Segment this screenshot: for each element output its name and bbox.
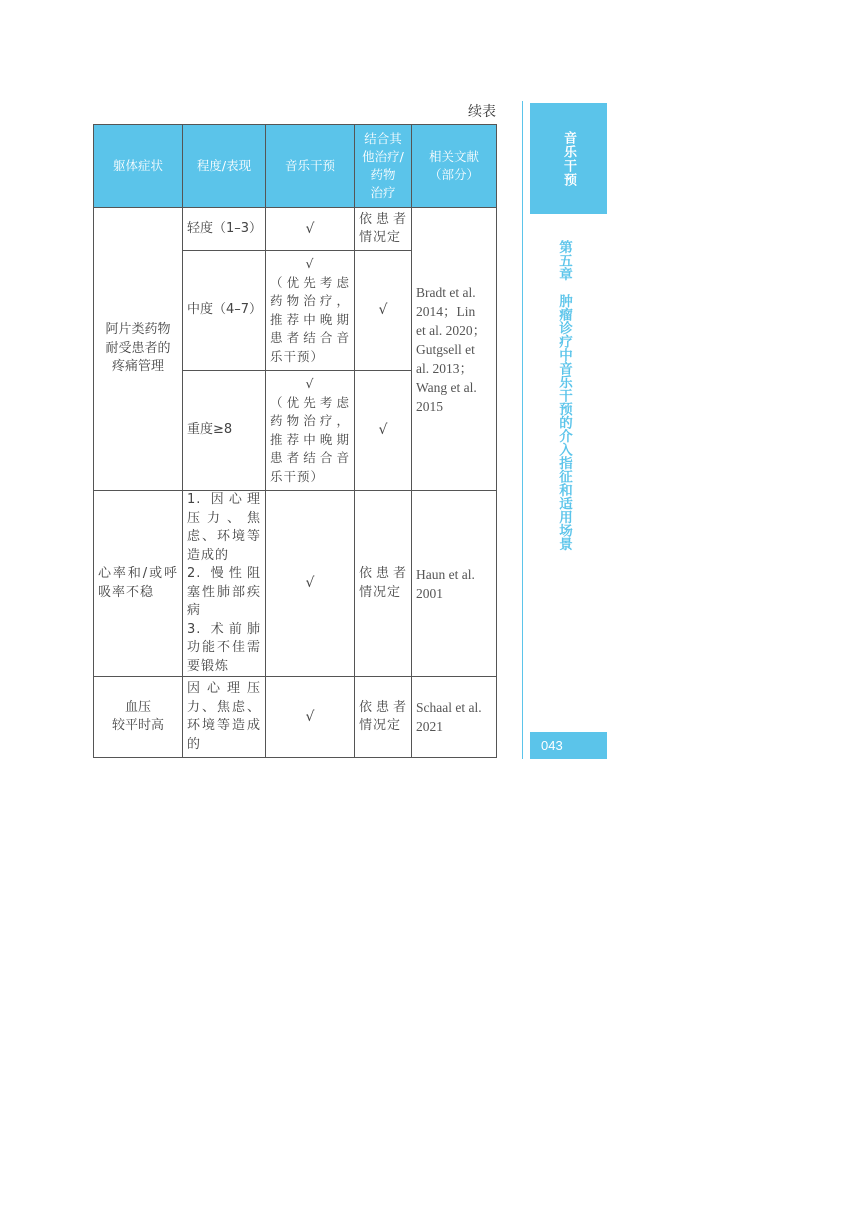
symptom-line: 血压	[124, 699, 151, 715]
header-music: 音乐干预	[266, 125, 355, 208]
level-line: 2. 慢性阻塞性肺部疾病	[187, 566, 261, 618]
level-cell: 因心理压力、焦虑、环境等造成的	[183, 677, 266, 758]
ref-cell: Haun et al. 2001	[412, 491, 497, 677]
ref-line: Wang et al.	[416, 379, 477, 395]
header-combo-line: 他治疗/	[362, 149, 404, 164]
ref-line: et al. 2020；	[416, 322, 487, 338]
combo-cell: 依患者情况定	[355, 491, 412, 677]
table-row	[94, 208, 497, 251]
margin-divider	[522, 101, 523, 759]
header-refs-line: 相关文献	[428, 149, 479, 164]
header-combo	[355, 125, 412, 208]
ref-cell: Schaal et al. 2021	[412, 677, 497, 758]
music-check: √	[266, 208, 355, 251]
music-check: √	[266, 677, 355, 758]
table-row	[94, 491, 497, 677]
level-line: 1. 因心理压力、焦虑、环境等造成的	[187, 492, 261, 563]
ref-line: al. 2013；	[416, 360, 473, 376]
level-severe: 重度≥8	[183, 371, 266, 491]
music-note: （优先考虑药物治疗，推荐中晚期患者结合音乐干预）	[270, 394, 350, 484]
table-row	[94, 677, 497, 758]
ref-line: Gutgsell et	[416, 341, 475, 357]
section-tab-label: 音乐干预	[561, 130, 576, 187]
level-mild: 轻度（1–3）	[183, 208, 266, 251]
chapter-title: 第五章 肿瘤诊疗中音乐干预的介入指征和适用场景	[556, 240, 572, 551]
header-refs-line: （部分）	[428, 167, 479, 182]
continued-label: 续表	[468, 104, 496, 120]
page-number: 043	[530, 732, 607, 759]
symptom-line: 耐受患者的	[105, 340, 171, 356]
symptom-blood-pressure	[94, 677, 183, 758]
symptom-line: 较平时高	[111, 718, 164, 733]
header-combo-line: 药物	[370, 167, 396, 182]
combo-cell: 依患者情况定	[355, 208, 412, 251]
symptom-opioid-pain	[94, 208, 183, 491]
header-refs	[412, 125, 497, 208]
header-combo-line: 结合其	[364, 131, 402, 146]
header-combo-line: 治疗	[370, 185, 396, 200]
header-level: 程度/表现	[183, 125, 266, 208]
combo-cell: 依患者情况定	[355, 677, 412, 758]
section-tab	[530, 103, 607, 214]
music-cell	[266, 251, 355, 371]
symptom-heart-breath: 心率和/或呼吸率不稳	[94, 491, 183, 677]
table-header-row	[94, 125, 497, 208]
level-cell	[183, 491, 266, 677]
symptom-line: 阿片类药物	[105, 322, 171, 338]
music-note: （优先考虑药物治疗，推荐中晚期患者结合音乐干预）	[270, 274, 350, 364]
level-line: 3. 术前肺功能不佳需要锻炼	[187, 621, 261, 674]
refs-cell	[412, 208, 497, 491]
header-symptom: 躯体症状	[94, 125, 183, 208]
combo-check: √	[355, 371, 412, 491]
ref-line: 2014；Lin	[416, 303, 476, 319]
ref-line: Bradt et al.	[416, 284, 476, 300]
combo-check: √	[355, 251, 412, 371]
music-check: √	[266, 491, 355, 677]
music-check: √	[305, 256, 315, 271]
intervention-table	[93, 124, 497, 758]
music-cell	[266, 371, 355, 491]
music-check: √	[305, 376, 315, 391]
symptom-line: 疼痛管理	[111, 359, 164, 375]
ref-line: 2015	[416, 398, 443, 414]
level-moderate: 中度（4–7）	[183, 251, 266, 371]
